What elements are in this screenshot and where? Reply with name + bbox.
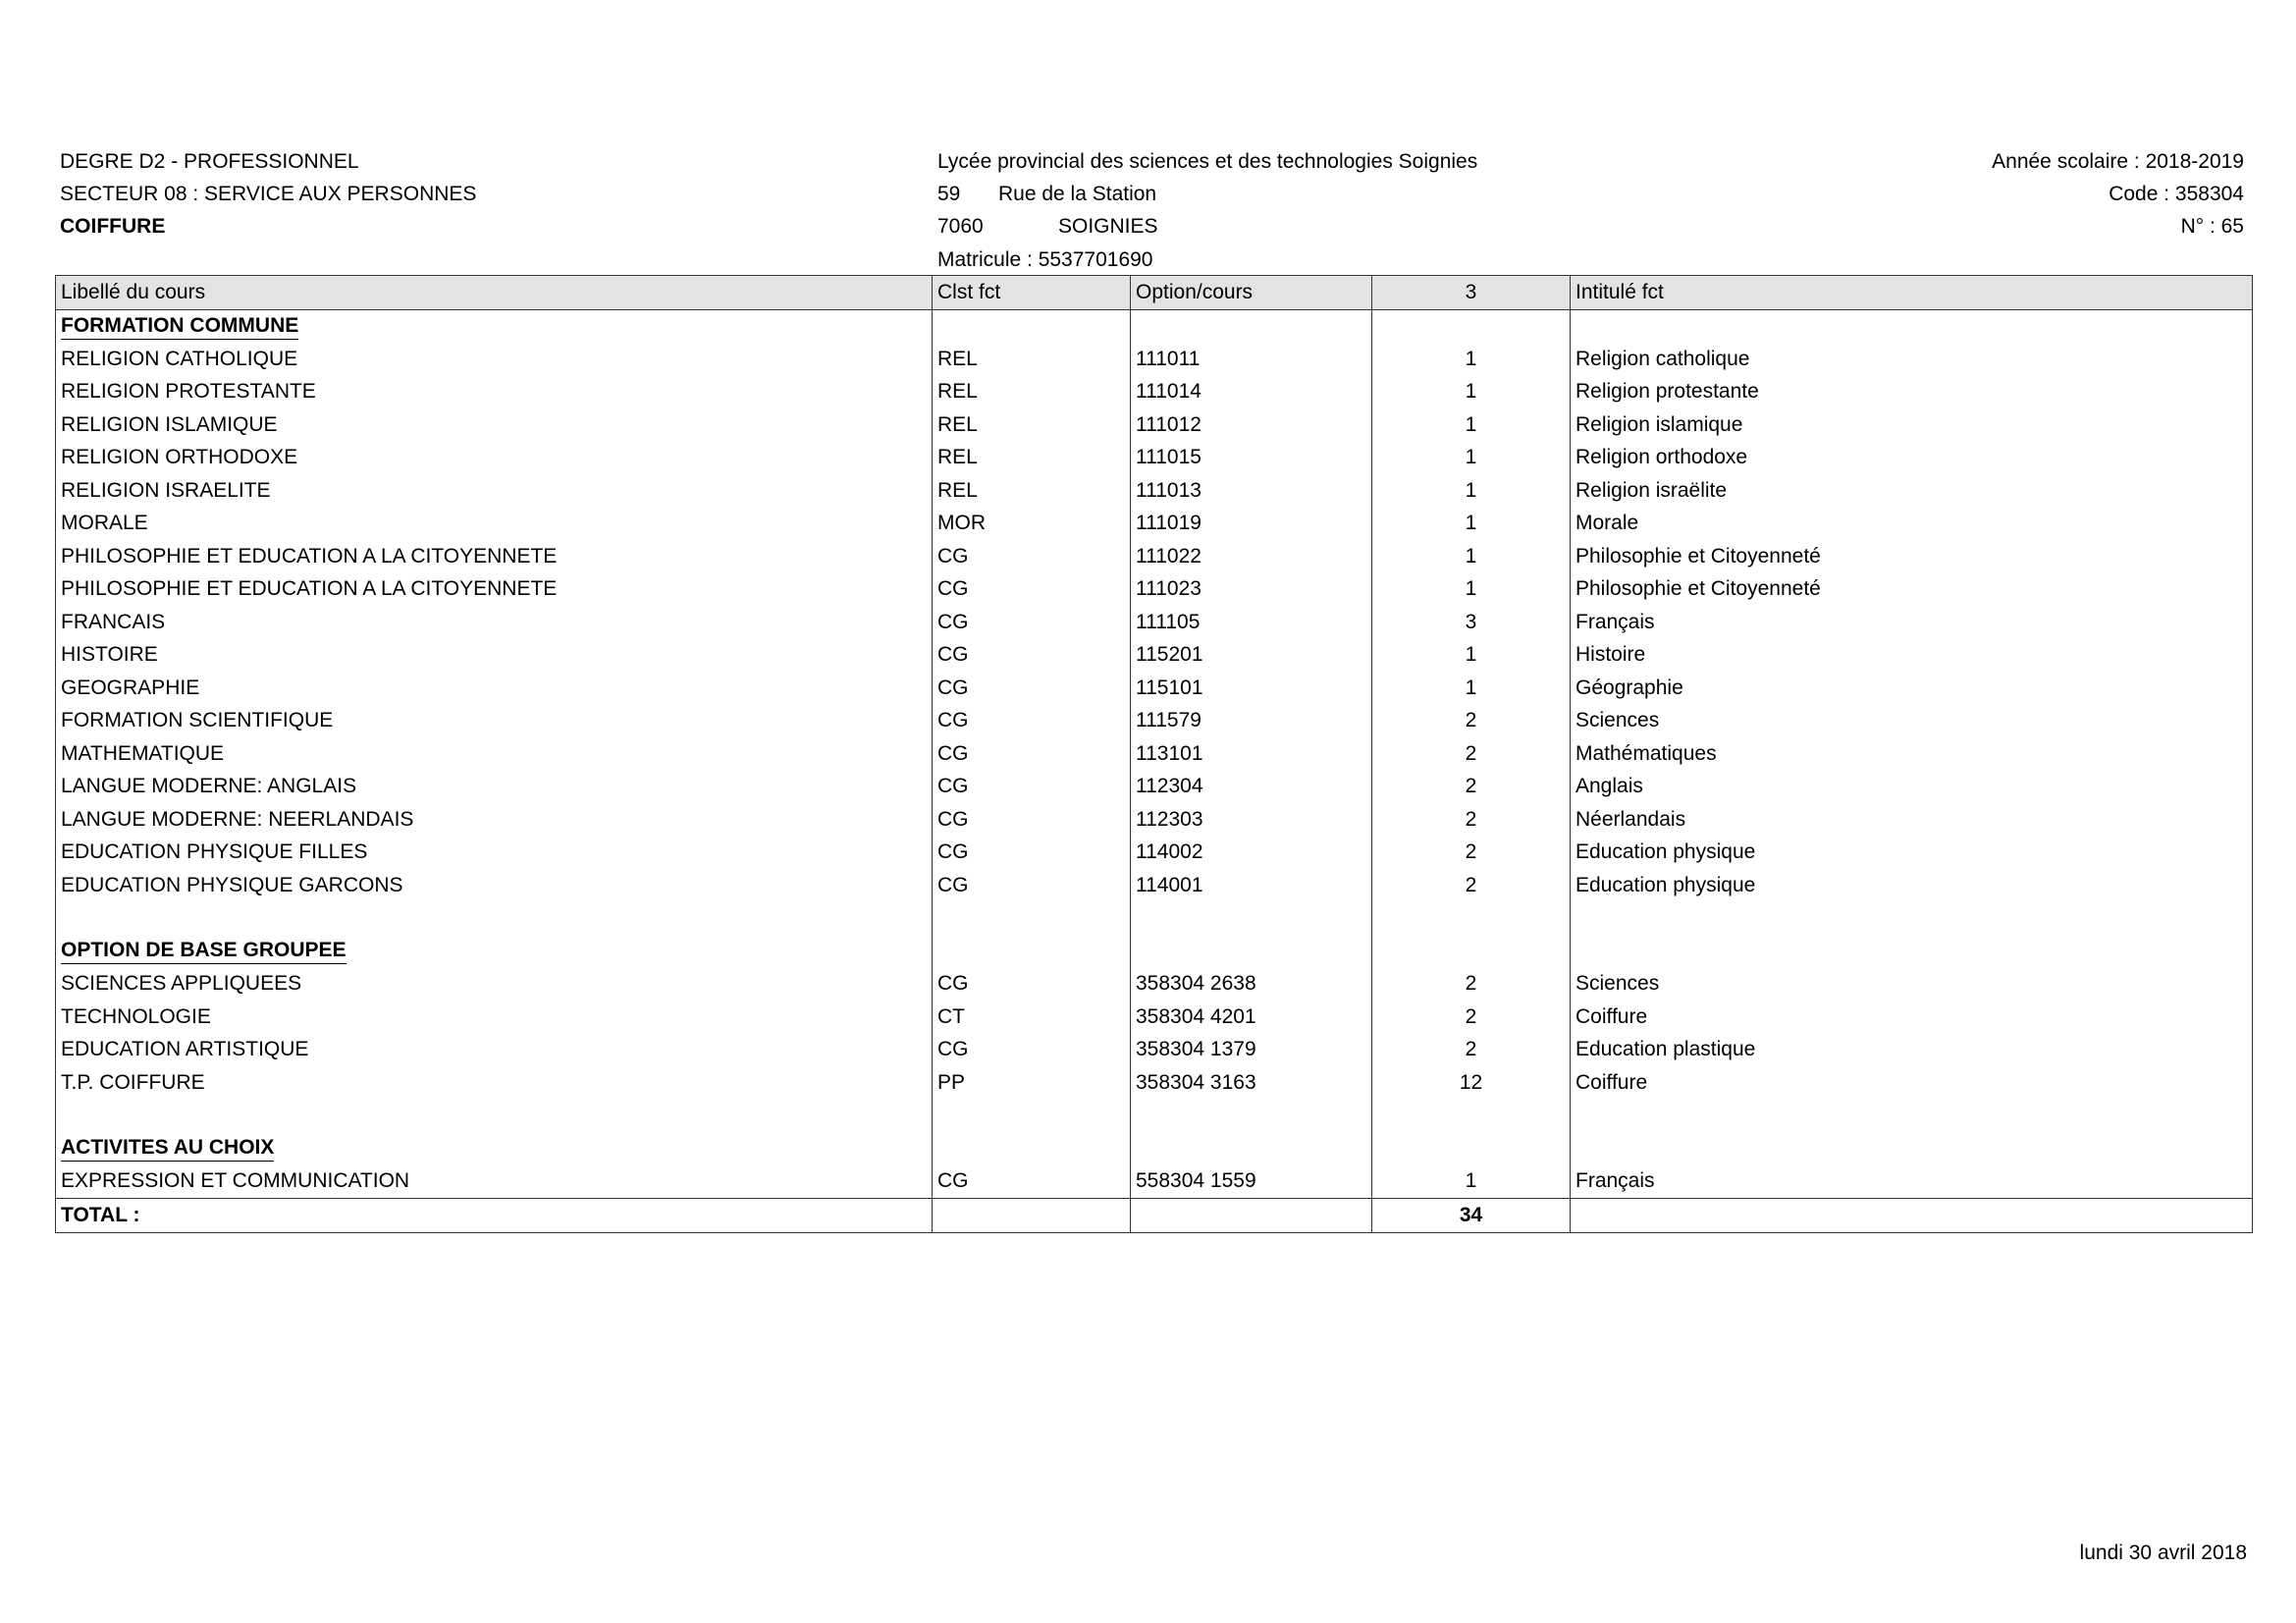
course-clst: CG — [933, 737, 1131, 771]
table-cell — [933, 309, 1131, 343]
total-hours: 34 — [1372, 1199, 1571, 1233]
course-title: Sciences — [1571, 968, 2253, 1001]
course-code: 558304 1559 — [1131, 1165, 1372, 1199]
course-code: 111011 — [1131, 343, 1372, 376]
course-table-body — [56, 309, 2253, 1199]
course-hours: 1 — [1372, 540, 1571, 573]
table-row — [56, 540, 2253, 573]
course-hours: 1 — [1372, 474, 1571, 508]
course-label: EDUCATION PHYSIQUE FILLES — [56, 837, 933, 870]
course-label: EXPRESSION ET COMMUNICATION — [56, 1165, 933, 1199]
column-header: Option/cours — [1131, 276, 1372, 310]
code-label: Code : 358304 — [2109, 183, 2244, 205]
course-code: 112303 — [1131, 803, 1372, 837]
table-row — [56, 1034, 2253, 1067]
total-label: TOTAL : — [56, 1199, 933, 1233]
course-clst: CG — [933, 606, 1131, 639]
course-code: 111105 — [1131, 606, 1372, 639]
course-code: 115101 — [1131, 672, 1372, 705]
course-code: 111015 — [1131, 442, 1372, 475]
course-title: Education physique — [1571, 837, 2253, 870]
table-cell — [1131, 1199, 1372, 1233]
course-title: Géographie — [1571, 672, 2253, 705]
table-cell — [1372, 902, 1571, 936]
table-cell — [1571, 935, 2253, 968]
table-row — [56, 737, 2253, 771]
course-title: Sciences — [1571, 705, 2253, 738]
city: SOIGNIES — [1058, 215, 1158, 238]
course-label: EDUCATION PHYSIQUE GARCONS — [56, 869, 933, 902]
course-clst: REL — [933, 442, 1131, 475]
table-row — [56, 408, 2253, 442]
course-hours: 1 — [1372, 343, 1571, 376]
course-title: Religion catholique — [1571, 343, 2253, 376]
postal-code: 7060 — [937, 215, 984, 238]
section-title: OPTION DE BASE GROUPEE — [61, 938, 347, 964]
table-row — [56, 968, 2253, 1001]
table-cell — [933, 1132, 1131, 1165]
table-cell — [1131, 1132, 1372, 1165]
course-hours: 2 — [1372, 737, 1571, 771]
course-title: Religion orthodoxe — [1571, 442, 2253, 475]
table-row — [56, 869, 2253, 902]
section-title: ACTIVITES AU CHOIX — [61, 1135, 274, 1162]
table-cell — [1131, 1100, 1372, 1133]
course-hours: 2 — [1372, 1001, 1571, 1034]
course-title: Morale — [1571, 508, 2253, 541]
degree-label: DEGRE D2 - PROFESSIONNEL — [60, 150, 359, 173]
table-cell — [933, 1100, 1131, 1133]
course-title: Néerlandais — [1571, 803, 2253, 837]
course-label: FORMATION SCIENTIFIQUE — [56, 705, 933, 738]
table-cell — [56, 935, 933, 968]
course-code: 114001 — [1131, 869, 1372, 902]
course-label: RELIGION ISRAELITE — [56, 474, 933, 508]
table-row — [56, 837, 2253, 870]
school-year: Année scolaire : 2018-2019 — [1992, 150, 2244, 173]
table-cell — [1571, 1132, 2253, 1165]
course-label: LANGUE MODERNE: ANGLAIS — [56, 771, 933, 804]
course-code: 111014 — [1131, 376, 1372, 409]
program-label: COIFFURE — [60, 215, 166, 238]
course-code: 358304 4201 — [1131, 1001, 1372, 1034]
course-clst: CG — [933, 771, 1131, 804]
course-label: PHILOSOPHIE ET EDUCATION A LA CITOYENNETE — [56, 540, 933, 573]
course-title: Religion protestante — [1571, 376, 2253, 409]
course-code: 115201 — [1131, 639, 1372, 673]
course-hours: 2 — [1372, 869, 1571, 902]
column-header: Clst fct — [933, 276, 1131, 310]
print-date: lundi 30 avril 2018 — [2079, 1542, 2247, 1564]
course-title: Mathématiques — [1571, 737, 2253, 771]
number-label: N° : 65 — [2180, 215, 2244, 238]
table-row — [56, 474, 2253, 508]
table-cell — [1131, 902, 1372, 936]
course-label: LANGUE MODERNE: NEERLANDAIS — [56, 803, 933, 837]
course-hours: 1 — [1372, 639, 1571, 673]
table-cell — [933, 935, 1131, 968]
course-title: Français — [1571, 606, 2253, 639]
table-cell — [56, 1100, 933, 1133]
street-name: Rue de la Station — [998, 183, 1157, 205]
course-title: Philosophie et Citoyenneté — [1571, 540, 2253, 573]
course-label: MORALE — [56, 508, 933, 541]
table-cell — [933, 902, 1131, 936]
course-hours: 1 — [1372, 573, 1571, 607]
course-clst: CG — [933, 1165, 1131, 1199]
course-label: PHILOSOPHIE ET EDUCATION A LA CITOYENNETE — [56, 573, 933, 607]
course-code: 111012 — [1131, 408, 1372, 442]
course-hours: 2 — [1372, 1034, 1571, 1067]
course-clst: MOR — [933, 508, 1131, 541]
table-cell — [1372, 1132, 1571, 1165]
table-row — [56, 1066, 2253, 1100]
course-title: Coiffure — [1571, 1066, 2253, 1100]
sector-label: SECTEUR 08 : SERVICE AUX PERSONNES — [60, 183, 477, 205]
course-code: 113101 — [1131, 737, 1372, 771]
course-clst: CG — [933, 869, 1131, 902]
course-label: T.P. COIFFURE — [56, 1066, 933, 1100]
course-hours: 12 — [1372, 1066, 1571, 1100]
course-title: Education plastique — [1571, 1034, 2253, 1067]
course-clst: CG — [933, 705, 1131, 738]
course-hours: 2 — [1372, 837, 1571, 870]
course-clst: CG — [933, 1034, 1131, 1067]
course-title: Education physique — [1571, 869, 2253, 902]
course-label: EDUCATION ARTISTIQUE — [56, 1034, 933, 1067]
course-hours: 2 — [1372, 705, 1571, 738]
course-code: 114002 — [1131, 837, 1372, 870]
table-row — [56, 1001, 2253, 1034]
course-title: Français — [1571, 1165, 2253, 1199]
table-cell — [933, 1199, 1131, 1233]
course-code: 358304 1379 — [1131, 1034, 1372, 1067]
table-cell — [1571, 1199, 2253, 1233]
school-name: Lycée provincial des sciences et des technologies Soignies — [937, 150, 1478, 173]
course-code: 358304 2638 — [1131, 968, 1372, 1001]
course-table — [55, 275, 2253, 1233]
section-row — [56, 309, 2253, 343]
table-cell — [56, 309, 933, 343]
course-clst: CG — [933, 803, 1131, 837]
course-code: 111019 — [1131, 508, 1372, 541]
table-row — [56, 1165, 2253, 1199]
course-clst: CG — [933, 672, 1131, 705]
table-row — [56, 705, 2253, 738]
table-cell — [1131, 309, 1372, 343]
course-title: Anglais — [1571, 771, 2253, 804]
spacer-row — [56, 1100, 2253, 1133]
course-hours: 1 — [1372, 442, 1571, 475]
course-label: RELIGION PROTESTANTE — [56, 376, 933, 409]
table-cell — [1372, 309, 1571, 343]
table-cell — [56, 902, 933, 936]
course-clst: CG — [933, 968, 1131, 1001]
total-row — [56, 1199, 2253, 1233]
table-row — [56, 803, 2253, 837]
course-clst: CG — [933, 573, 1131, 607]
column-header: Libellé du cours — [56, 276, 933, 310]
course-label: RELIGION ISLAMIQUE — [56, 408, 933, 442]
course-code: 111022 — [1131, 540, 1372, 573]
course-hours: 1 — [1372, 672, 1571, 705]
course-code: 111023 — [1131, 573, 1372, 607]
table-row — [56, 508, 2253, 541]
course-title: Philosophie et Citoyenneté — [1571, 573, 2253, 607]
course-label: HISTOIRE — [56, 639, 933, 673]
course-clst: REL — [933, 408, 1131, 442]
table-row — [56, 573, 2253, 607]
table-cell — [1372, 1100, 1571, 1133]
course-label: FRANCAIS — [56, 606, 933, 639]
table-cell — [1571, 309, 2253, 343]
table-cell — [56, 1132, 933, 1165]
street-number: 59 — [937, 183, 961, 205]
section-row — [56, 1132, 2253, 1165]
table-cell — [1131, 935, 1372, 968]
course-clst: REL — [933, 343, 1131, 376]
course-label: TECHNOLOGIE — [56, 1001, 933, 1034]
course-title: Histoire — [1571, 639, 2253, 673]
table-cell — [1571, 1100, 2253, 1133]
table-header-row — [56, 276, 2253, 310]
table-row — [56, 672, 2253, 705]
column-header: 3 — [1372, 276, 1571, 310]
table-row — [56, 639, 2253, 673]
table-row — [56, 343, 2253, 376]
course-label: MATHEMATIQUE — [56, 737, 933, 771]
course-clst: CG — [933, 837, 1131, 870]
table-row — [56, 442, 2253, 475]
course-code: 358304 3163 — [1131, 1066, 1372, 1100]
course-hours: 3 — [1372, 606, 1571, 639]
course-title: Religion israëlite — [1571, 474, 2253, 508]
course-label: RELIGION CATHOLIQUE — [56, 343, 933, 376]
section-row — [56, 935, 2253, 968]
table-cell — [1571, 902, 2253, 936]
course-clst: PP — [933, 1066, 1131, 1100]
course-hours: 1 — [1372, 508, 1571, 541]
course-title: Coiffure — [1571, 1001, 2253, 1034]
course-code: 112304 — [1131, 771, 1372, 804]
matricule: Matricule : 5537701690 — [937, 248, 1153, 271]
course-hours: 1 — [1372, 408, 1571, 442]
course-clst: REL — [933, 474, 1131, 508]
course-title: Religion islamique — [1571, 408, 2253, 442]
section-title: FORMATION COMMUNE — [61, 313, 298, 340]
course-label: SCIENCES APPLIQUEES — [56, 968, 933, 1001]
course-clst: CG — [933, 639, 1131, 673]
course-clst: CG — [933, 540, 1131, 573]
table-row — [56, 606, 2253, 639]
course-clst: CT — [933, 1001, 1131, 1034]
course-hours: 1 — [1372, 1165, 1571, 1199]
course-hours: 2 — [1372, 803, 1571, 837]
course-label: RELIGION ORTHODOXE — [56, 442, 933, 475]
spacer-row — [56, 902, 2253, 936]
course-label: GEOGRAPHIE — [56, 672, 933, 705]
course-code: 111579 — [1131, 705, 1372, 738]
table-row — [56, 771, 2253, 804]
table-cell — [1372, 935, 1571, 968]
table-row — [56, 376, 2253, 409]
column-header: Intitulé fct — [1571, 276, 2253, 310]
course-hours: 2 — [1372, 968, 1571, 1001]
course-hours: 1 — [1372, 376, 1571, 409]
course-hours: 2 — [1372, 771, 1571, 804]
course-clst: REL — [933, 376, 1131, 409]
course-code: 111013 — [1131, 474, 1372, 508]
